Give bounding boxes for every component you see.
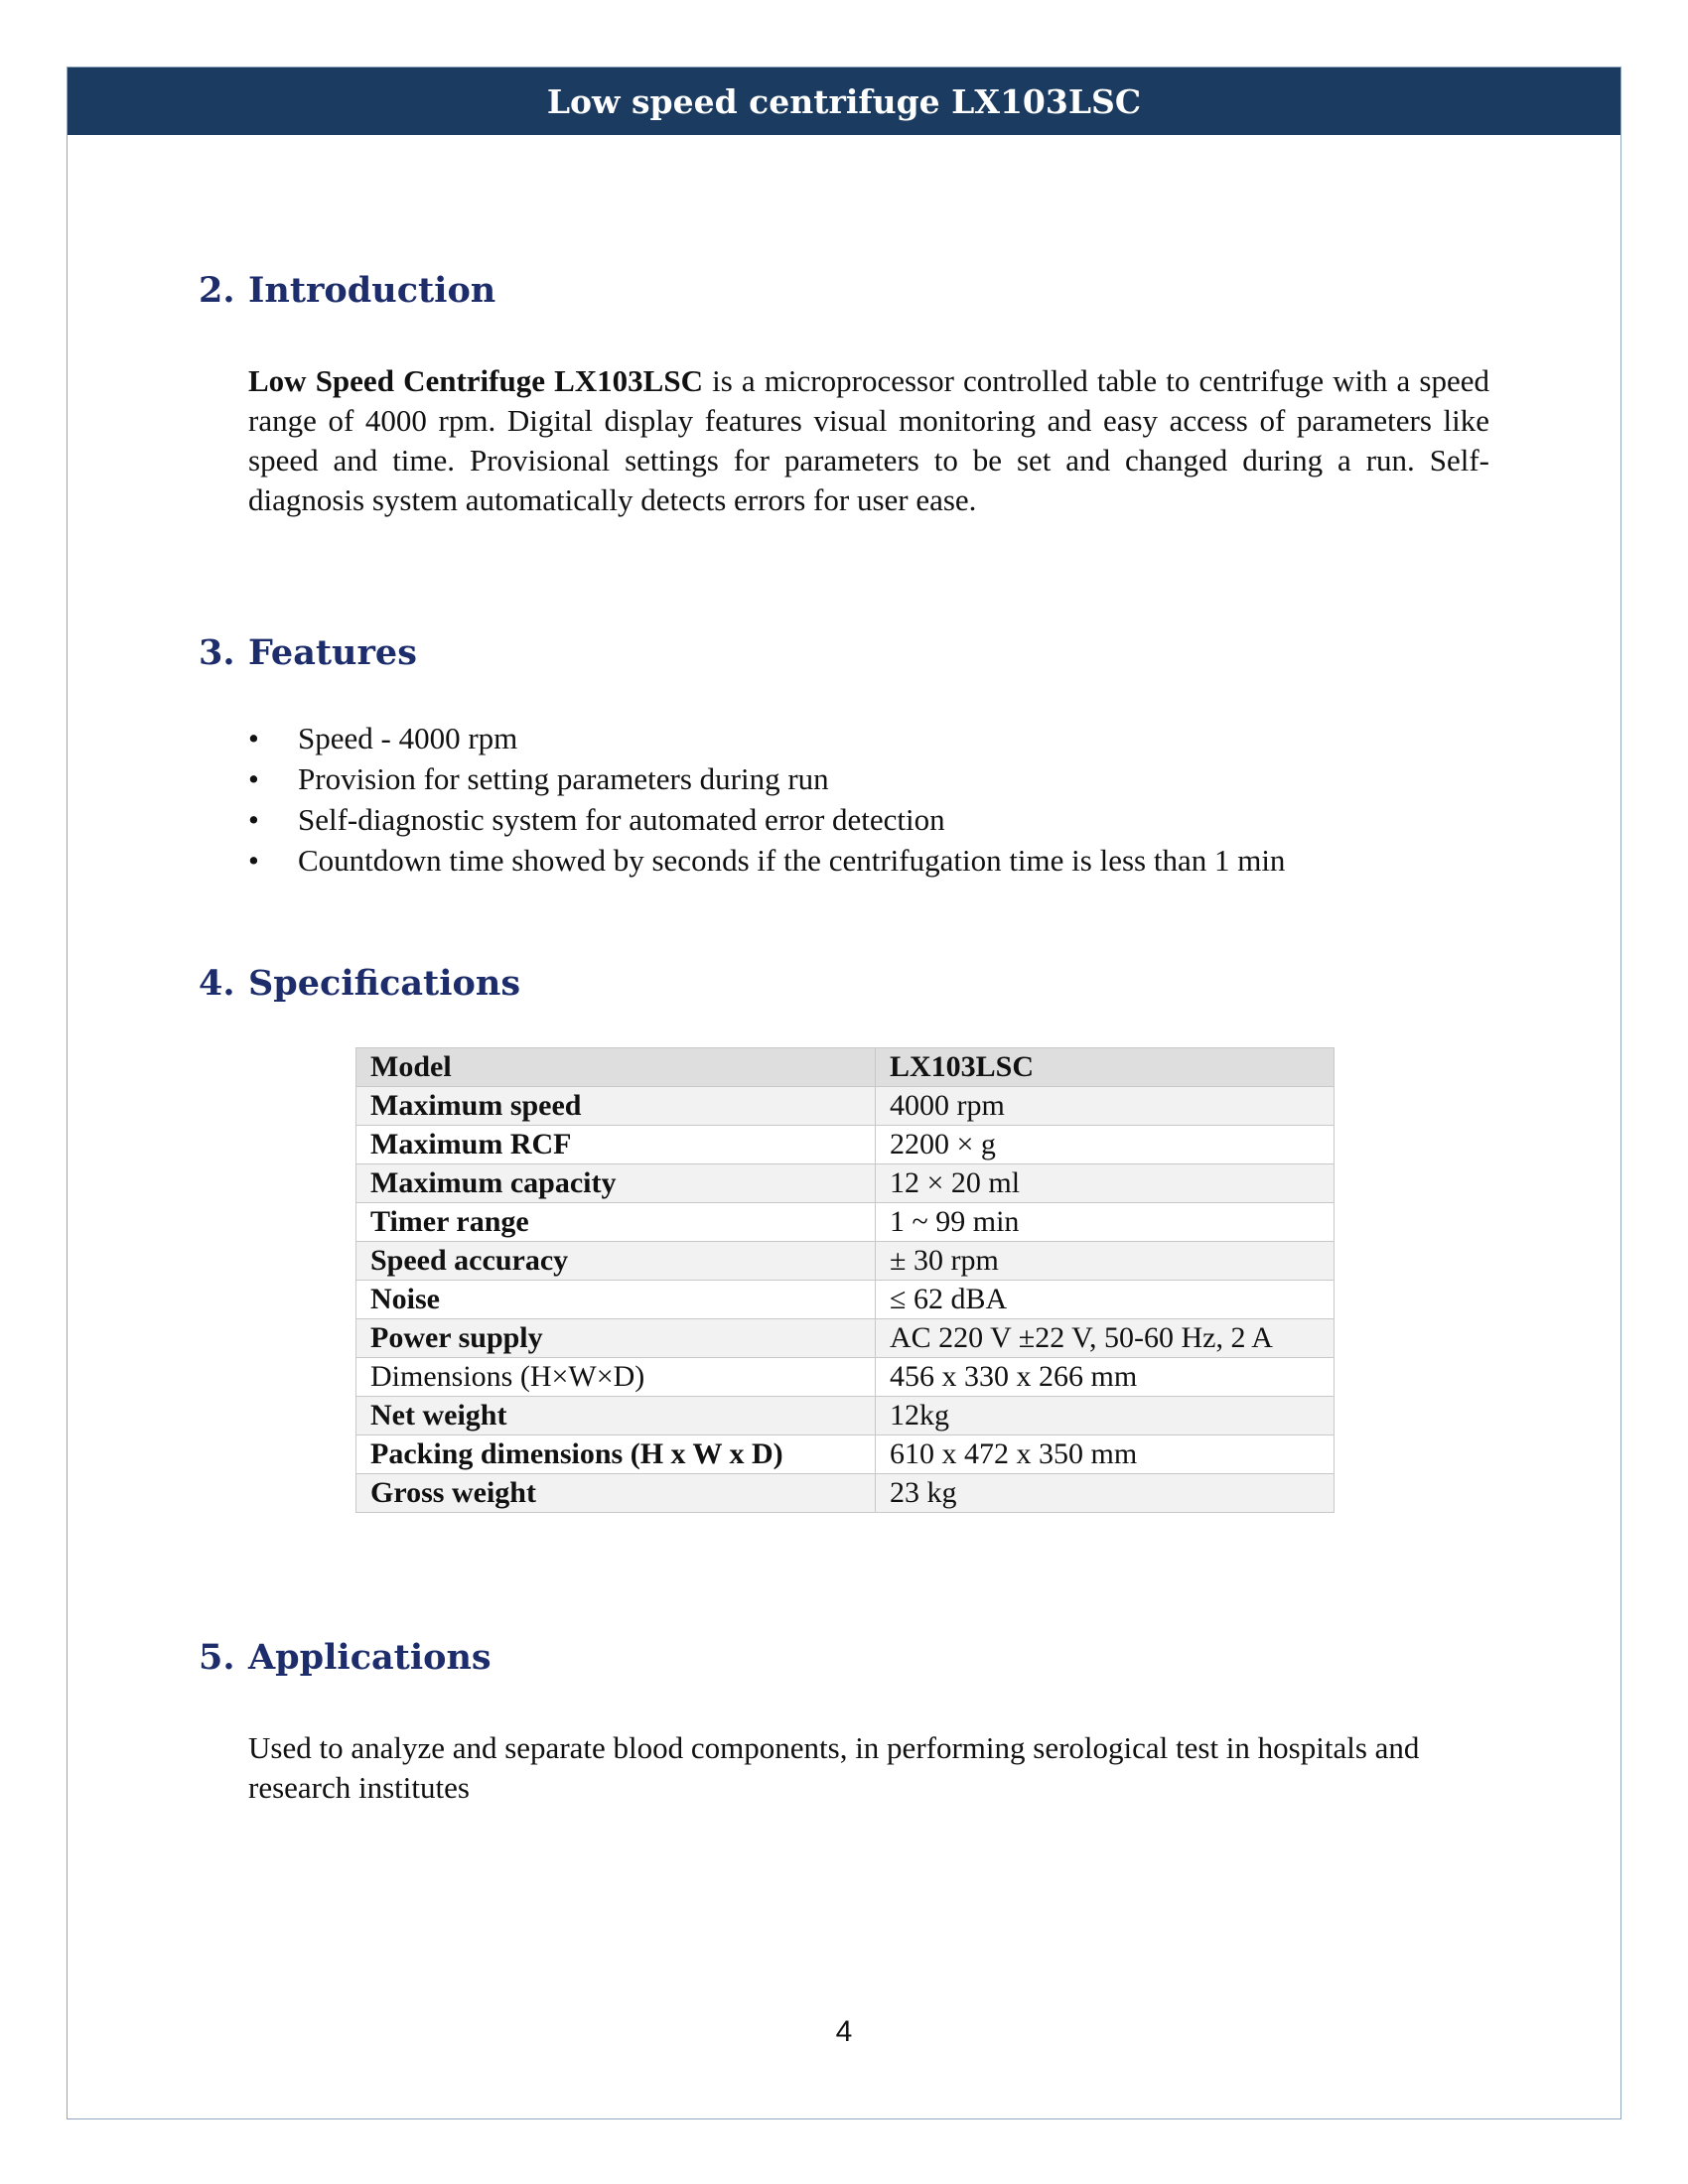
- table-row: [356, 1319, 1335, 1358]
- applications-title: Applications: [248, 1637, 492, 1678]
- spec-value: 456 x 330 x 266 mm: [876, 1358, 1335, 1397]
- table-row: [356, 1358, 1335, 1397]
- feature-text: Speed - 4000 rpm: [298, 721, 518, 755]
- list-item: [248, 799, 1285, 840]
- spec-value: 12 × 20 ml: [876, 1164, 1335, 1203]
- table-row: [356, 1048, 1335, 1087]
- spec-label: Timer range: [356, 1203, 876, 1242]
- spec-value: 12kg: [876, 1397, 1335, 1435]
- bullet-icon: •: [248, 721, 259, 755]
- introduction-bold-lead: Low Speed Centrifuge LX103LSC: [248, 363, 703, 398]
- table-row: [356, 1087, 1335, 1126]
- spec-value: ± 30 rpm: [876, 1242, 1335, 1281]
- document-header: [68, 68, 1620, 135]
- spec-label: Model: [356, 1048, 876, 1087]
- features-heading: [199, 632, 417, 673]
- spec-label: Gross weight: [356, 1474, 876, 1513]
- table-row: [356, 1474, 1335, 1513]
- header-title: Low speed centrifuge LX103LSC: [546, 81, 1142, 121]
- table-row: [356, 1203, 1335, 1242]
- introduction-heading: [199, 270, 495, 311]
- table-row: [356, 1126, 1335, 1164]
- spec-label: Net weight: [356, 1397, 876, 1435]
- spec-value: 610 x 472 x 350 mm: [876, 1435, 1335, 1474]
- spec-label: Dimensions (H×W×D): [356, 1358, 876, 1397]
- specifications-heading: [199, 963, 520, 1004]
- spec-label: Maximum speed: [356, 1087, 876, 1126]
- spec-label: Noise: [356, 1281, 876, 1319]
- features-title: Features: [248, 632, 417, 673]
- introduction-number: 2.: [199, 270, 235, 311]
- spec-label: Maximum capacity: [356, 1164, 876, 1203]
- page-number: 4: [835, 2015, 853, 2048]
- applications-paragraph: Used to analyze and separate blood components, in performing serological test in hospitals and research institutes: [248, 1730, 1420, 1805]
- introduction-paragraph: [248, 361, 1489, 520]
- feature-text: Countdown time showed by seconds if the centrifugation time is less than 1 min: [298, 843, 1286, 878]
- spec-value: LX103LSC: [876, 1048, 1335, 1087]
- spec-value: 4000 rpm: [876, 1087, 1335, 1126]
- table-row: [356, 1164, 1335, 1203]
- applications-number: 5.: [199, 1637, 235, 1678]
- introduction-text: is a microprocessor controlled table to centrifuge with a speed range of 4000 rpm. Digital display features visual monitoring and easy access of parameters like speed and time. Provisional settings for parameters to be set and changed during a run. Self-diagnosis system automatically detects errors for user ease.: [248, 363, 1489, 517]
- list-item: [248, 758, 1285, 799]
- spec-value: 2200 × g: [876, 1126, 1335, 1164]
- spec-label: Power supply: [356, 1319, 876, 1358]
- specifications-table: [355, 1047, 1335, 1513]
- list-item: [248, 840, 1285, 881]
- spec-label: Maximum RCF: [356, 1126, 876, 1164]
- table-row: [356, 1281, 1335, 1319]
- bullet-icon: •: [248, 802, 259, 837]
- spec-label: Packing dimensions (H x W x D): [356, 1435, 876, 1474]
- table-row: [356, 1242, 1335, 1281]
- spec-value: 1 ~ 99 min: [876, 1203, 1335, 1242]
- introduction-title: Introduction: [248, 270, 496, 311]
- table-row: [356, 1435, 1335, 1474]
- bullet-icon: •: [248, 843, 259, 878]
- features-list: [248, 718, 1285, 881]
- feature-text: Self-diagnostic system for automated error detection: [298, 802, 945, 837]
- spec-value: AC 220 V ±22 V, 50-60 Hz, 2 A: [876, 1319, 1335, 1358]
- specifications-number: 4.: [199, 963, 235, 1004]
- table-row: [356, 1397, 1335, 1435]
- spec-label: Speed accuracy: [356, 1242, 876, 1281]
- specifications-title: Specifications: [248, 963, 521, 1004]
- list-item: [248, 718, 1285, 758]
- spec-value: ≤ 62 dBA: [876, 1281, 1335, 1319]
- spec-value: 23 kg: [876, 1474, 1335, 1513]
- bullet-icon: •: [248, 761, 259, 796]
- feature-text: Provision for setting parameters during run: [298, 761, 829, 796]
- applications-heading: [199, 1637, 492, 1678]
- features-number: 3.: [199, 632, 235, 673]
